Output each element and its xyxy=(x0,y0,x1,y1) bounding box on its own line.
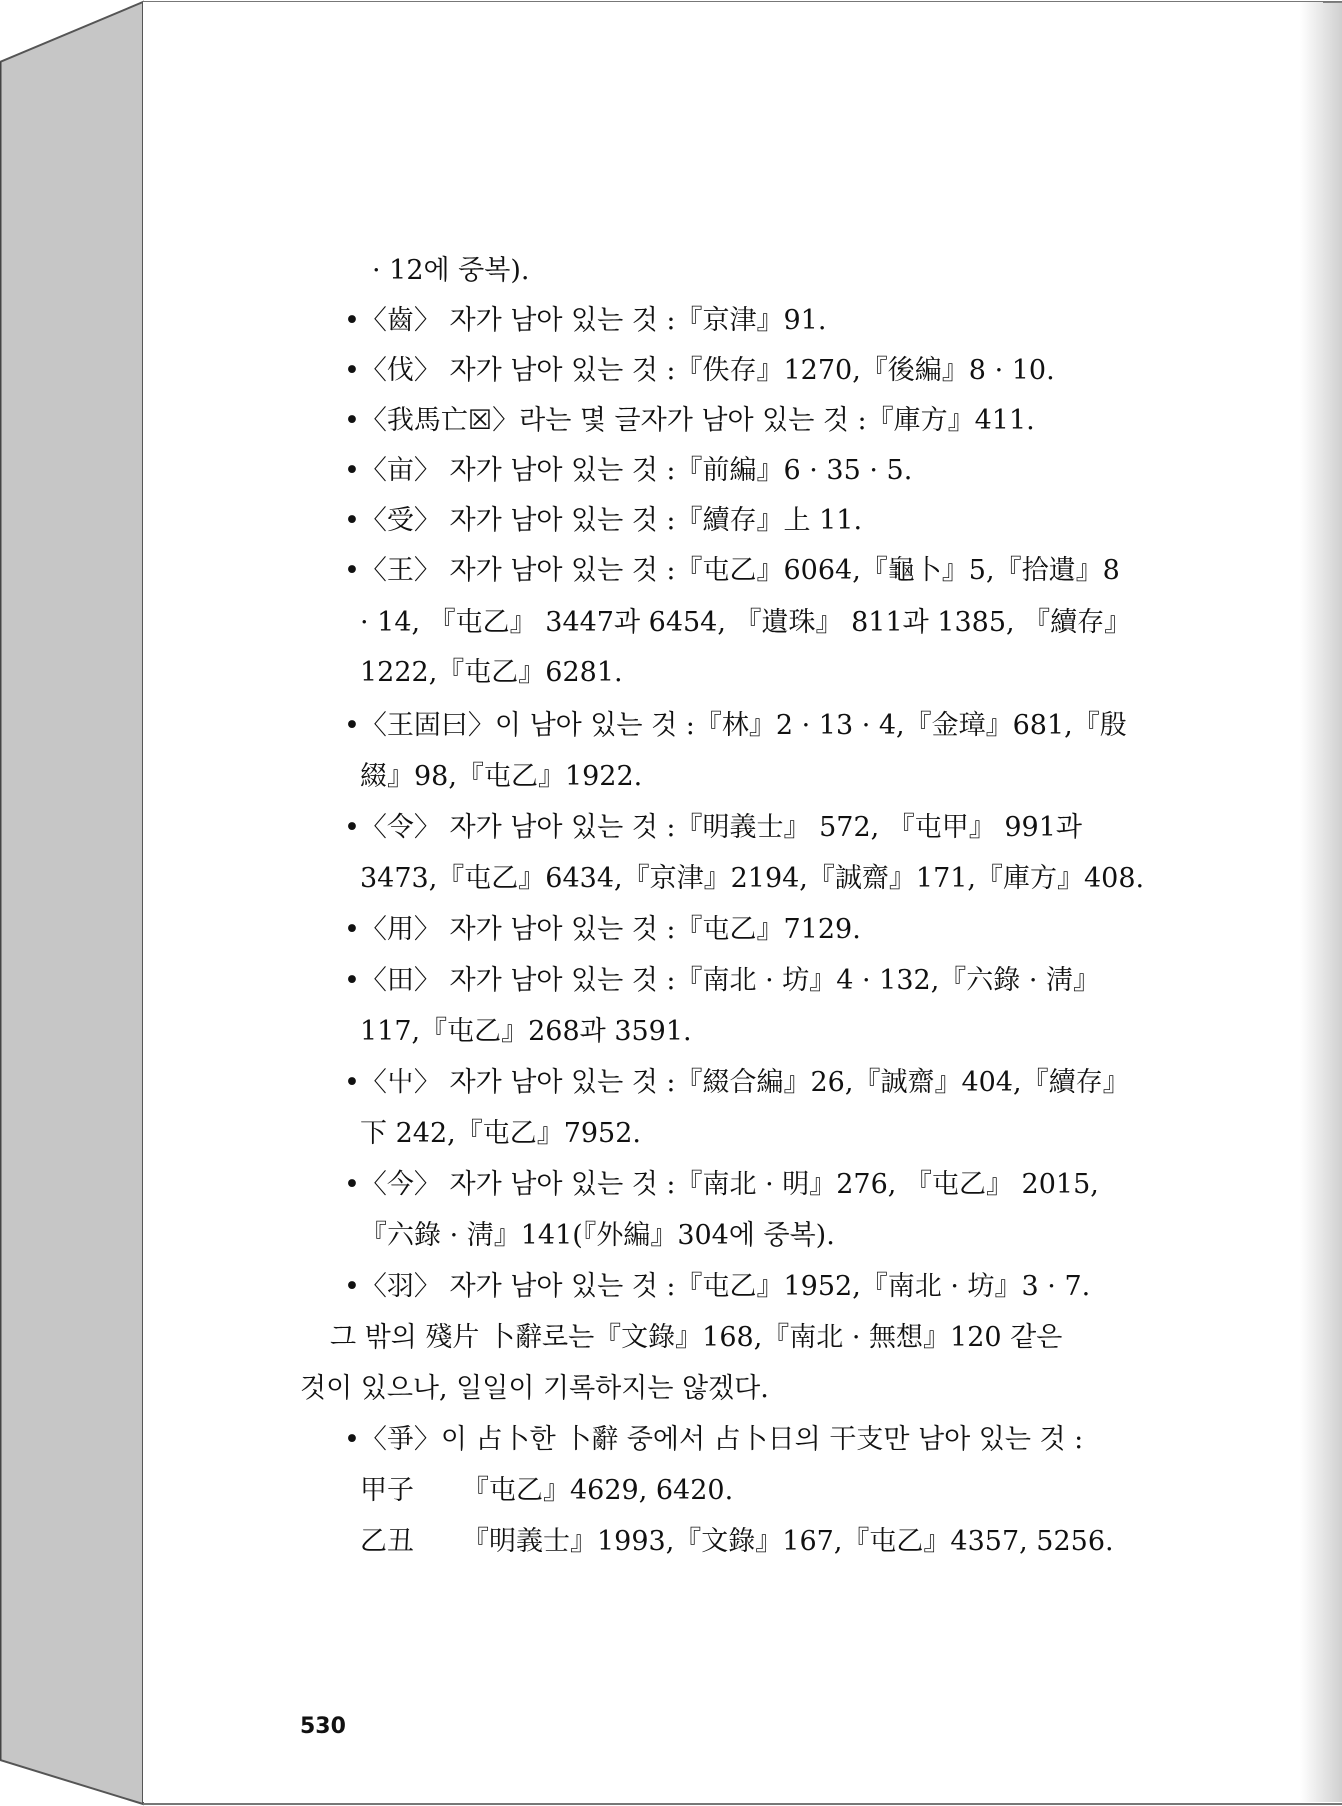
text-line: 綴』98,『屯乙』1922. xyxy=(360,761,643,792)
text-line: •〈令〉 자가 남아 있는 것 :『明義士』 572, 『屯甲』 991과 xyxy=(344,812,1082,843)
text-line: 1222,『屯乙』6281. xyxy=(360,657,623,688)
text-line: •〈齒〉 자가 남아 있는 것 :『京津』91. xyxy=(344,305,827,336)
text-line: 117,『屯乙』268과 3591. xyxy=(360,1016,692,1047)
text-line: 下 242,『屯乙』7952. xyxy=(360,1118,641,1149)
ganzhi-refs: 『明義士』1993,『文錄』167,『屯乙』4357, 5256. xyxy=(462,1526,1114,1557)
text-line: •〈伐〉 자가 남아 있는 것 :『佚存』1270,『後編』8 · 10. xyxy=(344,355,1055,386)
text-line: •〈受〉 자가 남아 있는 것 :『續存』上 11. xyxy=(344,505,863,536)
text-line: •〈屮〉 자가 남아 있는 것 :『綴合編』26,『誠齋』404,『續存』 xyxy=(344,1067,1130,1098)
text-line: •〈羽〉 자가 남아 있는 것 :『屯乙』1952,『南北 · 坊』3 · 7. xyxy=(344,1271,1091,1302)
text-line: •〈今〉 자가 남아 있는 것 :『南北 · 明』276, 『屯乙』 2015, xyxy=(344,1169,1099,1200)
text-line: · 12에 중복). xyxy=(372,255,530,286)
text-line: •〈王固曰〉이 남아 있는 것 :『林』2 · 13 · 4,『金璋』681,『殷 xyxy=(344,710,1127,741)
ganzhi-day: 乙丑 xyxy=(360,1526,414,1557)
text-line: · 14, 『屯乙』 3447과 6454, 『遺珠』 811과 1385, 『續存』 xyxy=(360,607,1132,638)
text-line: •〈田〉 자가 남아 있는 것 :『南北 · 坊』4 · 132,『六錄 · 淸』 xyxy=(344,965,1101,996)
text-line: 그 밖의 殘片 卜辭로는『文錄』168,『南北 · 無想』120 같은 xyxy=(330,1322,1063,1353)
page-number: 530 xyxy=(300,1714,346,1739)
ganzhi-refs: 『屯乙』4629, 6420. xyxy=(462,1475,734,1506)
text-line: •〈爭〉이 占卜한 卜辭 중에서 占卜日의 干支만 남아 있는 것 : xyxy=(344,1424,1084,1455)
text-line: •〈我馬亡☒〉라는 몇 글자가 남아 있는 것 :『庫方』411. xyxy=(344,405,1035,436)
text-line: •〈亩〉 자가 남아 있는 것 :『前編』6 · 35 · 5. xyxy=(344,455,913,486)
text-line: 3473,『屯乙』6434,『京津』2194,『誠齋』171,『庫方』408. xyxy=(360,863,1145,894)
text-line: 것이 있으나, 일일이 기록하지는 않겠다. xyxy=(300,1373,769,1404)
text-line: •〈用〉 자가 남아 있는 것 :『屯乙』7129. xyxy=(344,914,861,945)
ganzhi-day: 甲子 xyxy=(360,1475,414,1506)
text-line: 『六錄 · 淸』141(『外編』304에 중복). xyxy=(360,1220,835,1251)
ganzhi-row xyxy=(360,1474,733,1508)
text-line: •〈王〉 자가 남아 있는 것 :『屯乙』6064,『龜卜』5,『拾遺』8 xyxy=(344,555,1120,586)
ganzhi-row xyxy=(360,1525,1114,1559)
